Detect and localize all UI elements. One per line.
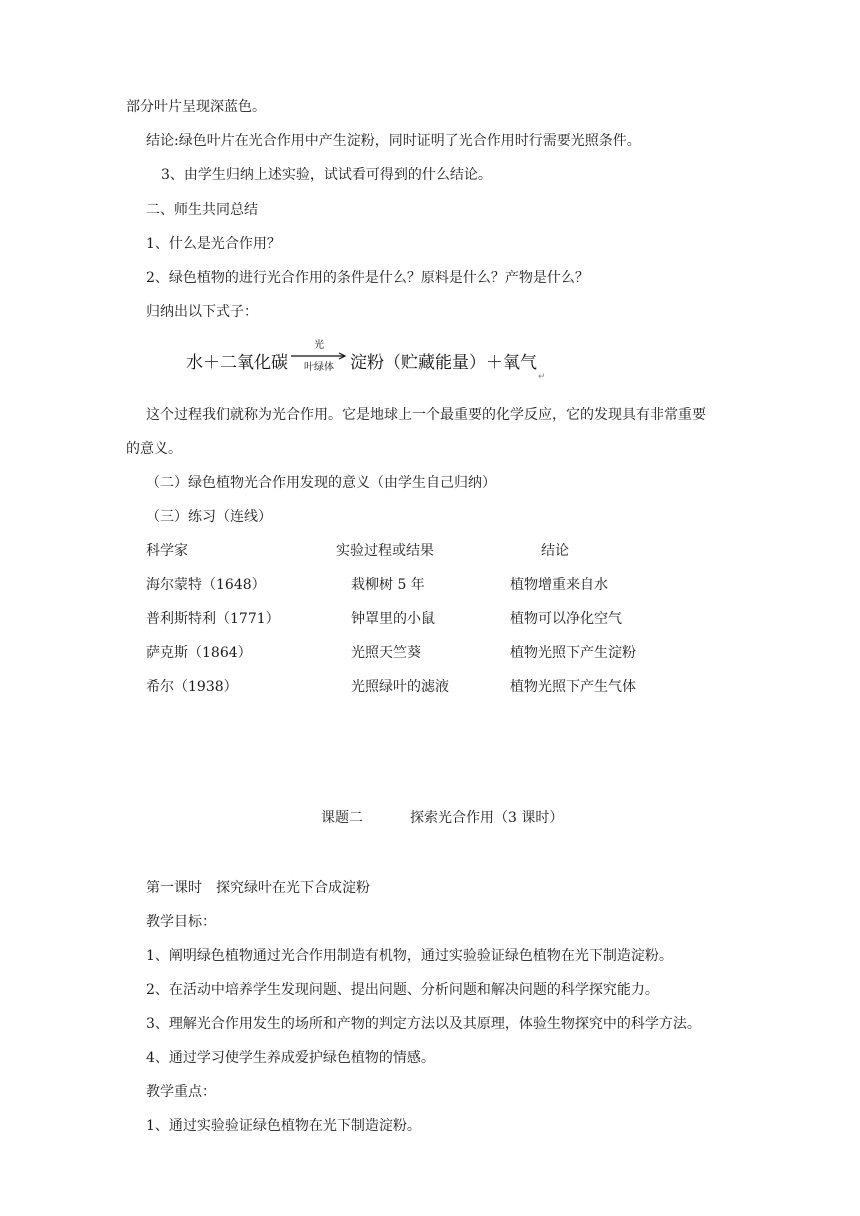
key-point-item: 1、通过实验验证绿色植物在光下制造淀粉。 <box>146 1118 421 1134</box>
text-line-question-2: 2、绿色植物的进行光合作用的条件是什么？原料是什么？产物是什么？ <box>146 270 589 286</box>
section-title-number: 课题二 <box>321 810 363 826</box>
text-line-student-summary: 3、由学生归纳上述实验，试试看可得到的什么结论。 <box>161 167 492 183</box>
equation-reactants: 水＋二氧化碳 <box>186 353 288 373</box>
table-cell-experiment: 光照绿叶的滤液 <box>351 679 449 695</box>
table-cell-scientist: 希尔（1938） <box>146 679 238 695</box>
text-line-leaf-result: 部分叶片呈现深蓝色。 <box>126 99 266 115</box>
arrow-condition-chloroplast: 叶绿体 <box>304 362 334 373</box>
arrow-condition-light: 光 <box>314 340 324 351</box>
goal-item: 4、通过学习使学生养成爱护绿色植物的情感。 <box>146 1050 435 1066</box>
table-cell-conclusion: 植物增重来自水 <box>510 577 608 593</box>
key-points-heading: 教学重点： <box>146 1084 216 1100</box>
table-cell-scientist: 海尔蒙特（1648） <box>146 577 266 593</box>
table-cell-scientist: 普利斯特利（1771） <box>146 611 280 627</box>
table-cell-conclusion: 植物光照下产生淀粉 <box>510 645 636 661</box>
goal-item: 1、阐明绿色植物通过光合作用制造有机物，通过实验验证绿色植物在光下制造淀粉。 <box>146 948 673 964</box>
text-line-question-1: 1、什么是光合作用？ <box>146 236 281 252</box>
heading-teacher-student-summary: 二、师生共同总结 <box>146 202 258 218</box>
text-line-conclusion: 结论:绿色叶片在光合作用中产生淀粉，同时证明了光合作用时行需要光照条件。 <box>146 133 641 149</box>
arrow-icon <box>290 352 348 360</box>
section-title-text: 探索光合作用（3 课时） <box>410 810 564 826</box>
heading-exercise: （三）练习（连线） <box>146 509 272 525</box>
goals-heading: 教学目标： <box>146 914 216 930</box>
goal-item: 3、理解光合作用发生的场所和产物的判定方法以及其原理，体验生物探究中的科学方法。 <box>146 1016 701 1032</box>
text-line-process-desc-1: 这个过程我们就称为光合作用。它是地球上一个最重要的化学反应，它的发现具有非常重要 <box>146 407 706 423</box>
table-cell-experiment: 栽柳树 5 年 <box>351 577 425 593</box>
text-line-process-desc-2: 的意义。 <box>126 441 182 457</box>
goal-item: 2、在活动中培养学生发现问题、提出问题、分析问题和解决问题的科学探究能力。 <box>146 982 659 998</box>
reaction-arrow <box>290 338 348 382</box>
table-cell-experiment: 光照天竺葵 <box>351 645 421 661</box>
table-cell-conclusion: 植物光照下产生气体 <box>510 679 636 695</box>
table-header-conclusion: 结论 <box>541 543 569 559</box>
table-cell-conclusion: 植物可以净化空气 <box>510 611 622 627</box>
text-line-formula-intro: 归纳出以下式子： <box>146 304 258 320</box>
table-cell-experiment: 钟罩里的小鼠 <box>351 611 435 627</box>
heading-significance: （二）绿色植物光合作用发现的意义（由学生自己归纳） <box>146 475 496 491</box>
equation-products: 淀粉（贮藏能量）＋氧气 <box>350 353 537 373</box>
table-header-scientist: 科学家 <box>146 543 188 559</box>
lesson-title: 第一课时 探究绿叶在光下合成淀粉 <box>146 880 370 896</box>
table-header-experiment: 实验过程或结果 <box>336 543 434 559</box>
table-cell-scientist: 萨克斯（1864） <box>146 645 252 661</box>
paragraph-return-mark: ↵ <box>538 372 546 382</box>
